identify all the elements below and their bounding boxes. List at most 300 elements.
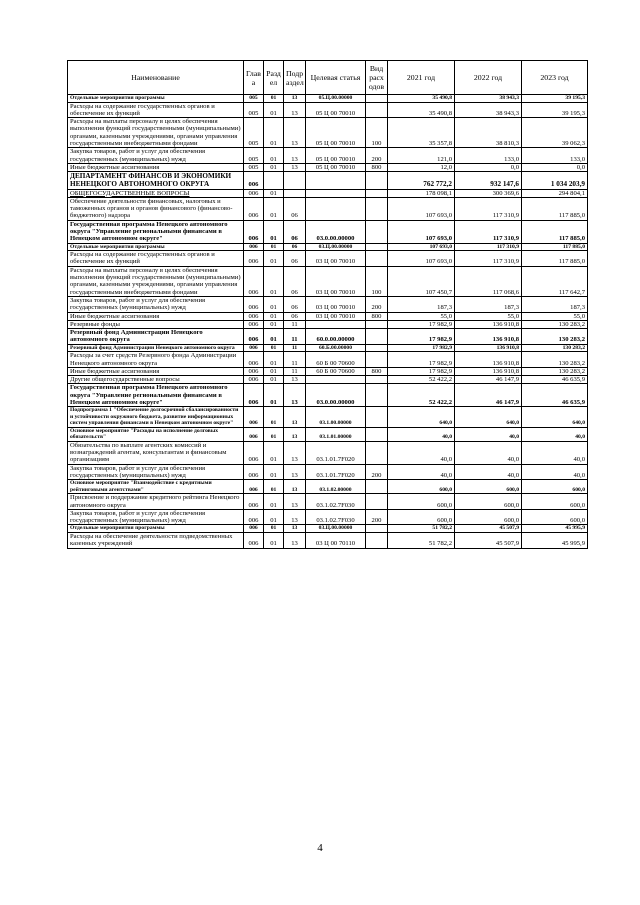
row-2023: 640,0: [522, 407, 588, 428]
row-expense-type: [366, 243, 388, 251]
row-target-item: [306, 197, 366, 220]
row-expense-type: 800: [366, 163, 388, 171]
header-glava: Глав а: [244, 61, 264, 95]
row-glava: 005: [244, 118, 264, 148]
row-2021: 40,0: [388, 464, 455, 480]
table-row: [68, 427, 588, 441]
row-expense-type: 200: [366, 148, 388, 164]
row-target-item: 03.1.02.7F030: [306, 509, 366, 525]
row-expense-type: 100: [366, 118, 388, 148]
row-target-item: [306, 376, 366, 384]
row-2023: 46 635,9: [522, 384, 588, 407]
row-glava: 006: [244, 197, 264, 220]
row-name: Закупка товаров, работ и услуг для обеспечения государственных (муниципальных) нужд: [68, 148, 244, 164]
row-razdel: 01: [264, 118, 284, 148]
row-target-item: 60 Б 00 70600: [306, 352, 366, 368]
row-2023: 40,0: [522, 427, 588, 441]
row-podrazdel: 13: [284, 427, 306, 441]
table-row: [68, 344, 588, 352]
table-row: [68, 384, 588, 407]
row-razdel: 01: [264, 320, 284, 328]
row-name: Резервный фонд Администрации Ненецкого автономного округа: [68, 329, 244, 345]
row-name: Основное мероприятие "Взаимодействие с кредитными рейтинговыми агентствами": [68, 480, 244, 494]
row-name: ОБЩЕГОСУДАРСТВЕННЫЕ ВОПРОСЫ: [68, 189, 244, 197]
row-2023: 133,0: [522, 148, 588, 164]
row-razdel: 01: [264, 266, 284, 296]
row-podrazdel: 13: [284, 441, 306, 464]
table-row: [68, 312, 588, 320]
row-target-item: 05 Ц 00 70010: [306, 118, 366, 148]
row-2022: 117 310,9: [455, 220, 522, 243]
row-target-item: 03 Ц 00 70010: [306, 312, 366, 320]
row-2022: 117 310,9: [455, 243, 522, 251]
row-target-item: 03 Ц 00 70010: [306, 266, 366, 296]
row-razdel: 01: [264, 148, 284, 164]
row-2021: 107 450,7: [388, 266, 455, 296]
row-2022: 0,0: [455, 163, 522, 171]
row-expense-type: [366, 189, 388, 197]
row-expense-type: 800: [366, 312, 388, 320]
row-name: Отдельные мероприятия программы: [68, 525, 244, 533]
row-glava: 006: [244, 509, 264, 525]
table-row: [68, 407, 588, 428]
row-podrazdel: [284, 172, 306, 189]
row-2021: 17 982,9: [388, 344, 455, 352]
row-glava: 005: [244, 163, 264, 171]
row-name: Расходы на выплаты персоналу в целях обеспечения выполнения функций государственными (муниципальными) органами, казенными учреждениями, органами управления государственными внебюджетными фондами: [68, 266, 244, 296]
row-name: Государственная программа Ненецкого автономного округа "Управление региональными финансами в Ненецком автономном округе": [68, 220, 244, 243]
row-name: Иные бюджетные ассигнования: [68, 367, 244, 375]
row-2022: 55,0: [455, 312, 522, 320]
row-razdel: [264, 172, 284, 189]
row-2022: 117 310,9: [455, 251, 522, 267]
row-name: Закупка товаров, работ и услуг для обеспечения государственных (муниципальных) нужд: [68, 509, 244, 525]
row-razdel: 01: [264, 189, 284, 197]
row-podrazdel: 13: [284, 509, 306, 525]
row-name: Закупка товаров, работ и услуг для обеспечения государственных (муниципальных) нужд: [68, 464, 244, 480]
row-2023: 117 642,7: [522, 266, 588, 296]
row-expense-type: 200: [366, 464, 388, 480]
row-name: Подпрограмма 1 "Обеспечение долгосрочной сбалансированности и устойчивости окружного бюджета, развитие информационных систем управления финансами в Ненецком автономном округе": [68, 407, 244, 428]
table-row: [68, 95, 588, 103]
table-row: [68, 320, 588, 328]
row-2021: 52 422,2: [388, 384, 455, 407]
row-razdel: 01: [264, 220, 284, 243]
row-razdel: 01: [264, 427, 284, 441]
row-target-item: 03 Ц 00 70110: [306, 532, 366, 548]
row-razdel: 01: [264, 367, 284, 375]
row-2022: 136 910,8: [455, 320, 522, 328]
row-glava: 005: [244, 148, 264, 164]
row-2022: 600,0: [455, 494, 522, 510]
row-target-item: 05 Ц 00 70010: [306, 102, 366, 118]
row-razdel: 01: [264, 494, 284, 510]
row-glava: 006: [244, 407, 264, 428]
table-row: [68, 197, 588, 220]
row-target-item: 03.1.02.00000: [306, 480, 366, 494]
row-razdel: 01: [264, 525, 284, 533]
row-2022: 136 910,8: [455, 344, 522, 352]
row-target-item: [306, 172, 366, 189]
row-2021: 17 982,9: [388, 329, 455, 345]
table-row: [68, 494, 588, 510]
row-glava: 005: [244, 102, 264, 118]
row-target-item: 03.Ц.00.00000: [306, 243, 366, 251]
row-expense-type: [366, 532, 388, 548]
row-2022: 46 147,9: [455, 376, 522, 384]
row-expense-type: [366, 197, 388, 220]
row-2023: 40,0: [522, 464, 588, 480]
row-name: Закупка товаров, работ и услуг для обеспечения государственных (муниципальных) нужд: [68, 296, 244, 312]
row-2021: 762 772,2: [388, 172, 455, 189]
row-target-item: 03.0.00.00000: [306, 384, 366, 407]
row-2021: 178 098,1: [388, 189, 455, 197]
row-razdel: 01: [264, 163, 284, 171]
row-2021: 51 782,2: [388, 525, 455, 533]
row-expense-type: [366, 525, 388, 533]
row-name: Присвоение и поддержание кредитного рейтинга Ненецкого автономного округа: [68, 494, 244, 510]
row-2021: 121,0: [388, 148, 455, 164]
row-2022: 640,0: [455, 407, 522, 428]
row-podrazdel: 11: [284, 367, 306, 375]
table-row: [68, 102, 588, 118]
row-expense-type: [366, 376, 388, 384]
row-2022: 932 147,6: [455, 172, 522, 189]
row-target-item: [306, 320, 366, 328]
row-target-item: 03 Ц 00 70010: [306, 251, 366, 267]
row-target-item: 03 Ц 00 70010: [306, 296, 366, 312]
row-glava: 006: [244, 525, 264, 533]
budget-table: [67, 60, 588, 549]
row-name: Иные бюджетные ассигнования: [68, 163, 244, 171]
row-glava: 006: [244, 189, 264, 197]
row-target-item: 03.1.01.7F020: [306, 464, 366, 480]
row-name: Расходы на обеспечение деятельности подведомственных казенных учреждений: [68, 532, 244, 548]
row-glava: 006: [244, 251, 264, 267]
row-glava: 006: [244, 367, 264, 375]
table-row: [68, 329, 588, 345]
table-row: [68, 532, 588, 548]
row-glava: 006: [244, 464, 264, 480]
row-glava: 006: [244, 352, 264, 368]
row-2021: 40,0: [388, 427, 455, 441]
row-2021: 51 782,2: [388, 532, 455, 548]
row-2022: 45 507,9: [455, 532, 522, 548]
row-2021: 35 490,8: [388, 95, 455, 103]
row-expense-type: 200: [366, 509, 388, 525]
header-2023: 2023 год: [522, 61, 588, 95]
row-2023: 39 195,3: [522, 95, 588, 103]
row-2022: 136 910,8: [455, 329, 522, 345]
row-2022: 187,3: [455, 296, 522, 312]
row-2023: 117 885,0: [522, 220, 588, 243]
row-razdel: 01: [264, 344, 284, 352]
row-2022: 117 068,6: [455, 266, 522, 296]
row-podrazdel: 13: [284, 480, 306, 494]
row-2023: 130 283,2: [522, 367, 588, 375]
row-2021: 107 693,0: [388, 243, 455, 251]
table-row: [68, 441, 588, 464]
row-target-item: 03.1.00.00000: [306, 407, 366, 428]
row-podrazdel: 11: [284, 352, 306, 368]
row-2022: 300 369,6: [455, 189, 522, 197]
row-glava: 006: [244, 243, 264, 251]
row-name: Резервный фонд Администрации Ненецкого автономного округа: [68, 344, 244, 352]
table-row: [68, 251, 588, 267]
row-2022: 40,0: [455, 427, 522, 441]
table-row: [68, 367, 588, 375]
row-glava: 006: [244, 320, 264, 328]
row-name: Расходы на содержание государственных органов и обеспечение их функций: [68, 102, 244, 118]
row-razdel: 01: [264, 296, 284, 312]
row-2023: 117 885,0: [522, 251, 588, 267]
header-name: Наименование: [68, 61, 244, 95]
row-podrazdel: 13: [284, 525, 306, 533]
row-2023: 294 804,1: [522, 189, 588, 197]
row-name: ДЕПАРТАМЕНТ ФИНАНСОВ И ЭКОНОМИКИ НЕНЕЦКОГО АВТОНОМНОГО ОКРУГА: [68, 172, 244, 189]
row-name: Обеспечение деятельности финансовых, налоговых и таможенных органов и органов финансового (финансово-бюджетного) надзора: [68, 197, 244, 220]
row-2021: 12,0: [388, 163, 455, 171]
row-2023: 39 062,3: [522, 118, 588, 148]
row-glava: 006: [244, 296, 264, 312]
row-expense-type: [366, 494, 388, 510]
table-row: [68, 172, 588, 189]
row-podrazdel: 06: [284, 296, 306, 312]
row-podrazdel: 11: [284, 320, 306, 328]
header-podrazdel: Подр аздел: [284, 61, 306, 95]
row-razdel: 01: [264, 95, 284, 103]
row-expense-type: [366, 427, 388, 441]
row-2022: 38 943,3: [455, 102, 522, 118]
row-target-item: 05 Ц 00 70010: [306, 148, 366, 164]
row-2022: 40,0: [455, 464, 522, 480]
row-2021: 40,0: [388, 441, 455, 464]
row-name: Государственная программа Ненецкого автономного округа "Управление региональными финансами в Ненецком автономном округе": [68, 384, 244, 407]
header-2021: 2021 год: [388, 61, 455, 95]
table-row: [68, 118, 588, 148]
row-2021: 55,0: [388, 312, 455, 320]
row-glava: 006: [244, 532, 264, 548]
table-row: [68, 352, 588, 368]
table-row: [68, 148, 588, 164]
row-expense-type: [366, 220, 388, 243]
page-number: 4: [317, 842, 323, 854]
row-glava: 006: [244, 427, 264, 441]
table-row: [68, 464, 588, 480]
row-2023: 46 635,9: [522, 376, 588, 384]
row-2021: 107 693,0: [388, 251, 455, 267]
row-2023: 117 885,0: [522, 243, 588, 251]
row-name: Резервные фонды: [68, 320, 244, 328]
row-2023: 130 283,2: [522, 329, 588, 345]
row-2022: 40,0: [455, 441, 522, 464]
row-target-item: 03.1.01.00000: [306, 427, 366, 441]
row-2021: 35 490,8: [388, 102, 455, 118]
row-2022: 45 507,9: [455, 525, 522, 533]
row-2021: 107 693,0: [388, 197, 455, 220]
row-2023: 55,0: [522, 312, 588, 320]
row-expense-type: [366, 480, 388, 494]
row-2023: 45 995,9: [522, 532, 588, 548]
row-2021: 640,0: [388, 407, 455, 428]
row-name: Другие общегосударственные вопросы: [68, 376, 244, 384]
row-2021: 107 693,0: [388, 220, 455, 243]
row-razdel: 01: [264, 480, 284, 494]
row-podrazdel: 06: [284, 266, 306, 296]
row-2023: 40,0: [522, 441, 588, 464]
row-target-item: 03.0.00.00000: [306, 220, 366, 243]
row-target-item: 03.1.02.7F030: [306, 494, 366, 510]
row-name: Расходы за счет средств Резервного фонда Администрации Ненецкого автономного округа: [68, 352, 244, 368]
row-2021: 600,0: [388, 480, 455, 494]
row-2021: 52 422,2: [388, 376, 455, 384]
row-razdel: 01: [264, 384, 284, 407]
row-target-item: [306, 189, 366, 197]
row-glava: 006: [244, 480, 264, 494]
row-podrazdel: 13: [284, 532, 306, 548]
row-expense-type: [366, 407, 388, 428]
row-podrazdel: 13: [284, 148, 306, 164]
row-podrazdel: [284, 189, 306, 197]
row-expense-type: [366, 320, 388, 328]
row-expense-type: 200: [366, 296, 388, 312]
row-2023: 130 283,2: [522, 352, 588, 368]
table-row: [68, 243, 588, 251]
row-target-item: 05.Ц.00.00000: [306, 95, 366, 103]
row-2023: 130 283,2: [522, 344, 588, 352]
row-podrazdel: 13: [284, 376, 306, 384]
row-razdel: 01: [264, 532, 284, 548]
row-glava: 006: [244, 494, 264, 510]
row-podrazdel: 13: [284, 163, 306, 171]
table-row: [68, 376, 588, 384]
table-header-row: [68, 61, 588, 95]
row-razdel: 01: [264, 407, 284, 428]
row-name: Основное мероприятие "Расходы на исполнение долговых обязательств": [68, 427, 244, 441]
row-2023: 600,0: [522, 509, 588, 525]
row-expense-type: [366, 384, 388, 407]
row-podrazdel: 06: [284, 197, 306, 220]
row-expense-type: 100: [366, 266, 388, 296]
row-razdel: 01: [264, 251, 284, 267]
row-2023: 39 195,3: [522, 102, 588, 118]
header-expense-type: Вид расх одов: [366, 61, 388, 95]
table-row: [68, 266, 588, 296]
row-podrazdel: 13: [284, 118, 306, 148]
row-name: Расходы на выплаты персоналу в целях обеспечения выполнения функций государственными (муниципальными) органами, казенными учреждениями, органами управления государственными внебюджетными фондами: [68, 118, 244, 148]
table-body: [68, 95, 588, 549]
row-2022: 600,0: [455, 480, 522, 494]
row-2021: 600,0: [388, 509, 455, 525]
row-2021: 17 982,9: [388, 320, 455, 328]
row-2021: 17 982,9: [388, 352, 455, 368]
row-razdel: 01: [264, 197, 284, 220]
row-expense-type: [366, 172, 388, 189]
row-2021: 17 982,9: [388, 367, 455, 375]
row-expense-type: [366, 251, 388, 267]
header-razdel: Разд ел: [264, 61, 284, 95]
row-glava: 006: [244, 266, 264, 296]
row-name: Расходы на содержание государственных органов и обеспечение их функций: [68, 251, 244, 267]
row-razdel: 01: [264, 243, 284, 251]
row-target-item: 03.Ц.00.00000: [306, 525, 366, 533]
row-2022: 600,0: [455, 509, 522, 525]
row-2022: 46 147,9: [455, 384, 522, 407]
table-row: [68, 296, 588, 312]
row-podrazdel: 11: [284, 344, 306, 352]
row-glava: 006: [244, 344, 264, 352]
row-podrazdel: 13: [284, 95, 306, 103]
table-row: [68, 220, 588, 243]
row-2022: 38 943,3: [455, 95, 522, 103]
row-2023: 45 995,9: [522, 525, 588, 533]
row-razdel: 01: [264, 509, 284, 525]
header-target-item: Целевая статья: [306, 61, 366, 95]
row-expense-type: [366, 352, 388, 368]
row-2023: 1 034 203,9: [522, 172, 588, 189]
row-glava: 006: [244, 384, 264, 407]
row-2022: 38 810,3: [455, 118, 522, 148]
row-expense-type: [366, 329, 388, 345]
row-2022: 117 310,9: [455, 197, 522, 220]
table-row: [68, 525, 588, 533]
row-target-item: 60.Б.00.00000: [306, 344, 366, 352]
row-podrazdel: 06: [284, 220, 306, 243]
row-podrazdel: 06: [284, 312, 306, 320]
row-podrazdel: 13: [284, 102, 306, 118]
row-expense-type: 800: [366, 367, 388, 375]
row-podrazdel: 13: [284, 464, 306, 480]
row-glava: 006: [244, 312, 264, 320]
table-row: [68, 509, 588, 525]
row-expense-type: [366, 95, 388, 103]
row-expense-type: [366, 441, 388, 464]
row-podrazdel: 06: [284, 251, 306, 267]
row-podrazdel: 06: [284, 243, 306, 251]
row-2023: 600,0: [522, 480, 588, 494]
row-expense-type: [366, 102, 388, 118]
row-2023: 117 885,0: [522, 197, 588, 220]
row-name: Отдельные мероприятия программы: [68, 243, 244, 251]
row-target-item: 60 Б 00 70600: [306, 367, 366, 375]
row-glava: 005: [244, 95, 264, 103]
row-name: Иные бюджетные ассигнования: [68, 312, 244, 320]
table-row: [68, 189, 588, 197]
row-2023: 130 283,2: [522, 320, 588, 328]
row-glava: 006: [244, 329, 264, 345]
row-2021: 600,0: [388, 494, 455, 510]
row-podrazdel: 13: [284, 494, 306, 510]
table-row: [68, 163, 588, 171]
row-name: Обязательства по выплате агентских комиссий и вознаграждений агентам, консультантам и финансовым организациям: [68, 441, 244, 464]
row-2023: 187,3: [522, 296, 588, 312]
row-2022: 136 910,8: [455, 367, 522, 375]
row-glava: 006: [244, 376, 264, 384]
row-glava: 006: [244, 441, 264, 464]
row-podrazdel: 13: [284, 384, 306, 407]
row-name: Отдельные мероприятия программы: [68, 95, 244, 103]
row-2022: 133,0: [455, 148, 522, 164]
row-podrazdel: 11: [284, 329, 306, 345]
row-glava: 006: [244, 172, 264, 189]
row-razdel: 01: [264, 376, 284, 384]
row-razdel: 01: [264, 464, 284, 480]
row-podrazdel: 13: [284, 407, 306, 428]
row-razdel: 01: [264, 329, 284, 345]
row-2022: 136 910,8: [455, 352, 522, 368]
row-razdel: 01: [264, 441, 284, 464]
row-razdel: 01: [264, 102, 284, 118]
